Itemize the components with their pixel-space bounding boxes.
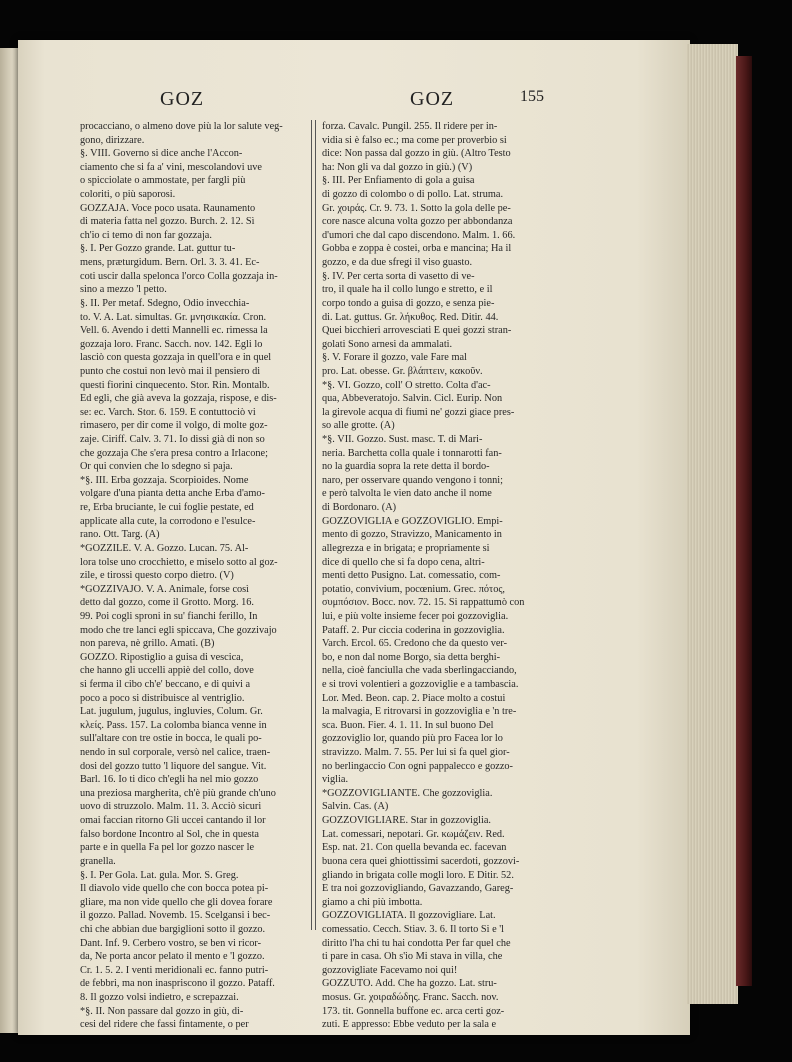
text-line: giamo a chi più imbotta. <box>322 896 423 908</box>
column-divider <box>311 120 316 930</box>
text-line: gono, dirizzare. <box>80 134 145 146</box>
text-line: viglia. <box>322 774 349 786</box>
text-line: §. IV. Per certa sorta di vasetto di ve- <box>322 270 475 282</box>
text-line: Dant. Inf. 9. Cerbero vostro, se ben vi ricor- <box>80 937 262 949</box>
right-text-column <box>322 120 572 1032</box>
text-line: GOZZAJA. Voce poco usata. Raunamento <box>80 202 256 214</box>
text-line: buona cera quei ghiottissimi sacerdoti, gozzovi- <box>322 855 520 867</box>
book-cover-edge <box>736 56 752 986</box>
text-line: no berlingaccio Con ogni pappalecco e gozzo- <box>322 760 513 772</box>
text-line: mosus. Gr. χοιραδώδης. Franc. Sacch. nov. <box>322 992 499 1003</box>
text-line: omai faccian ritorno Gli uccei cantando il lor <box>80 815 266 827</box>
text-line: modo che tre lanci egli spiccava, Che gozzivajo <box>80 624 277 636</box>
text-line: core nasce alcuna volta gozzo per abbondanza <box>322 216 513 228</box>
text-line: Lor. Med. Beon. cap. 2. Piace molto a costui <box>322 692 506 704</box>
text-line: ti pare in casa. Oh s'io Mi stava in villa, che <box>322 951 503 963</box>
text-line: κλείς. Pass. 157. La colomba bianca venne in <box>80 719 267 731</box>
text-line: tro, il quale ha il collo lungo e stretto, e il <box>322 284 493 296</box>
text-line: poco a poco si distribuisce al ventriglio. <box>80 692 245 704</box>
text-line: e però talvolta le vien dato anche il nome <box>322 488 492 500</box>
text-line: no la guardia sopra la rete detta il bordo- <box>322 461 490 473</box>
text-line: Varch. Ercol. 65. Credono che da questo ver- <box>322 638 508 650</box>
text-line: diritto l'ha chi tu hai condotta Per far quel che <box>322 937 511 949</box>
text-line: Barl. 16. Io ti dico ch'egli ha nel mio gozzo <box>80 774 259 786</box>
text-line: sull'altare con tre ostie in bocca, le quali po- <box>80 733 262 745</box>
text-line: potatio, convivium, pocœnium. Grec. πότος, <box>322 583 505 595</box>
text-line: sca. Buon. Fier. 4. 1. 11. In sul buono Del <box>322 719 494 731</box>
text-line: zaje. Ciriff. Calv. 3. 71. Io dissi già di non so <box>80 434 265 446</box>
text-line: golati Sono arnesi da ammalati. <box>322 338 453 350</box>
text-line: gliando in brigata colle mogli loro. E Ditir. 52. <box>322 869 514 881</box>
text-line: rimasero, per dir come il volgo, di molte goz- <box>80 420 268 432</box>
text-line: Pataff. 2. Pur ciccia coderina in gozzoviglia. <box>322 624 505 636</box>
text-line: GOZZOVIGLIARE. Star in gozzoviglia. <box>322 815 492 827</box>
text-line: vidia si è falso ec.; ma come per proverbio si <box>322 134 507 146</box>
text-line: gozzo, e da due sfregi il viso guasto. <box>322 257 473 269</box>
text-line: applicate alla cute, la corrodono e l'esulce- <box>80 515 256 527</box>
text-line: detto dal gozzo, come il Grotto. Morg. 16. <box>80 597 254 609</box>
text-line: §. II. Per metaf. Sdegno, Odio invecchia- <box>80 297 250 309</box>
text-line: falso bordone Incontro al Sol, che in questa <box>80 828 260 840</box>
text-line: ciamento che si fa a' vini, mescolandovi uve <box>80 161 262 173</box>
text-line: Il diavolo vide quello che con bocca potea pi- <box>80 883 269 895</box>
text-line: nella, cioè fanciulla che vada sberlingacciando, <box>322 665 517 677</box>
text-line: ha: Non gli va dal gozzo in giù.) (V) <box>322 161 473 173</box>
running-head-right: GOZ <box>410 88 455 110</box>
text-line: 173. tit. Gonnella buffone ec. arca certi goz- <box>322 1005 505 1017</box>
text-line: *GOZZOVIGLIANTE. Che gozzoviglia. <box>322 787 493 799</box>
text-line: chi che abbian due bargiglioni sotto il gozzo. <box>80 923 266 935</box>
text-line: menti detto Pusigno. Lat. comessatio, com- <box>322 570 501 582</box>
text-line: dosi del gozzo tutto 'l liquore del sangue. Vit. <box>80 760 267 772</box>
text-line: di materia fatta nel gozzo. Burch. 2. 12. Sì <box>80 216 255 228</box>
text-line: che hanno gli uccelli appiè del collo, dove <box>80 665 254 677</box>
text-line: bo, e non dal nome Borgo, sia detta berghi- <box>322 651 501 663</box>
text-line: rano. Ott. Targ. (A) <box>80 529 160 541</box>
text-line: Salvin. Cas. (A) <box>322 801 389 813</box>
text-line: coti uscir dalla spelonca l'orco Colla gozzaja in- <box>80 270 278 282</box>
text-line: *GOZZILE. V. A. Gozzo. Lucan. 75. Al- <box>80 542 249 554</box>
facing-page-edge <box>0 48 20 1033</box>
text-line: to. V. A. Lat. simultas. Gr. μνησικακία. Cron. <box>80 311 267 323</box>
text-line: di gozzo di colombo o di pollo. Lat. struma. <box>322 189 504 201</box>
text-line: naro, per osservare quando vengono i tonni; <box>322 474 504 486</box>
text-line: *§. VII. Gozzo. Sust. masc. T. di Mari- <box>322 434 483 446</box>
text-line: GOZZUTO. Add. Che ha gozzo. Lat. stru- <box>322 978 497 990</box>
text-line: dice: Non passa dal gozzo in giù. (Altro Testo <box>322 148 511 160</box>
text-line: §. I. Per Gozzo grande. Lat. guttur tu- <box>80 243 236 255</box>
text-line: lasciò con questa gozzaja in quell'ora e in quel <box>80 352 272 364</box>
text-line: gozzovigliate Facevamo noi qui! <box>322 964 458 976</box>
text-line: lui, e più volte insieme fecer poi gozzoviglia. <box>322 610 509 622</box>
text-line: di Bordonaro. (A) <box>322 502 397 514</box>
text-line: zile, e tirossi questo corpo dietro. (V) <box>80 570 234 582</box>
text-line: d'umori che dal capo discendono. Malm. 1. 66. <box>322 229 516 241</box>
text-line: pro. Lat. obesse. Gr. βλάπτειν, κακοῦν. <box>322 365 483 377</box>
text-line: da, Ne porta ancor pelato il mento e 'l gozzo. <box>80 951 265 963</box>
text-line: la girevole acqua di fiumi ne' gozzi giace pres- <box>322 406 515 418</box>
text-line: stravizzo. Malm. 7. 55. Per lui si fa quel gior- <box>322 747 510 759</box>
text-line: granella. <box>80 855 116 867</box>
text-line: Ed egli, che già aveva la gozzaja, rispose, e dis- <box>80 393 277 405</box>
text-line: §. VIII. Governo si dice anche l'Accon- <box>80 148 243 160</box>
running-head-left: GOZ <box>160 88 205 110</box>
text-line: 99. Poi cogli sproni in su' fianchi ferillo, In <box>80 610 258 622</box>
text-line: E tra noi gozzovigliando, Gavazzando, Gareg- <box>322 883 514 895</box>
text-line: mento di gozzo, Stravizzo, Manicamento in <box>322 529 502 541</box>
text-line: una preziosa margherita, ch'è più grande ch'uno <box>80 787 276 799</box>
text-line: volgare d'una pianta detta anche Erba d'amo- <box>80 488 265 500</box>
text-line: de febbri, ma non inaspriscono il gozzo. Pataff. <box>80 978 275 990</box>
text-line: Gr. χοιράς. Cr. 9. 73. 1. Sotto la gola delle pe- <box>322 202 511 214</box>
text-line: o spicciolate o ammostate, per fargli più <box>80 175 246 187</box>
text-line: Gobba e zoppa è costei, orba e mancina; Ha il <box>322 243 512 255</box>
text-line: coloriti, o più saporosi. <box>80 189 176 201</box>
text-line: parte e in quella Fa pel lor gozzo nascer le <box>80 842 255 854</box>
page-number: 155 <box>520 88 544 105</box>
text-line: συμπόσιον. Bocc. nov. 72. 15. Si rappattumò con <box>322 597 525 609</box>
text-line: Quei bicchieri arrovesciati E quei gozzi stran- <box>322 325 512 337</box>
text-line: comessatio. Cecch. Stiav. 3. 6. Il torto Si e 'l <box>322 923 504 935</box>
text-line: qua, Abbeveratojo. Salvin. Cicl. Eurip. Non <box>322 393 503 405</box>
text-line: 8. Il gozzo volsi indietro, e screpazzai. <box>80 992 239 1003</box>
text-line: re, Erba bruciante, le cui foglie pestate, ed <box>80 502 254 514</box>
text-line: Lat. jugulum, jugulus, ingluvies, Colum. Gr. <box>80 706 263 718</box>
text-line: Cr. 1. 5. 2. I venti meridionali ec. fanno putri- <box>80 964 269 976</box>
text-line: GOZZO. Ripostiglio a guisa di vescica, <box>80 651 244 663</box>
text-line: gozzoviglio lor, quando più pro Facea lor lo <box>322 733 503 745</box>
text-line: Vell. 6. Avendo i detti Mannelli ec. rimessa la <box>80 325 268 337</box>
text-line: *GOZZIVAJO. V. A. Animale, forse così <box>80 583 250 595</box>
text-line: zuti. E appresso: Ebbe veduto per la sala e <box>322 1019 497 1031</box>
text-line: §. I. Per Gola. Lat. gula. Mor. S. Greg. <box>80 869 239 881</box>
text-line: ch'io ci temo di non far gozzaja. <box>80 229 212 241</box>
text-line: procacciano, o almeno dove più la lor salute veg- <box>80 121 283 132</box>
text-line: si ferma il cibo ch'e' beccano, e di quivi a <box>80 678 251 690</box>
text-line: se: ec. Varch. Stor. 6. 159. E contuttociò vi <box>80 406 256 418</box>
text-line: questi fiorini cinquecento. Stor. Rin. Montalb. <box>80 379 270 391</box>
text-line: punto che costui non levò mai il pensiero di <box>80 365 261 377</box>
text-line: dice di quello che si fa dopo cena, altri- <box>322 556 485 568</box>
text-line: e si trovi volentieri a gozzoviglie e a tambascia. <box>322 678 519 690</box>
page-stack-edge <box>686 44 738 1004</box>
text-line: il gozzo. Pallad. Novemb. 15. Scelgansi i bec- <box>80 910 271 922</box>
text-line: Or qui convien che lo sdegno si paja. <box>80 461 233 473</box>
left-text-column <box>80 120 330 1032</box>
text-line: di. Lat. guttus. Gr. λήκυθος. Red. Ditir. 44. <box>322 311 499 323</box>
text-line: GOZZOVIGLIATA. Il gozzovigliare. Lat. <box>322 910 496 922</box>
text-line: allegrezza e in brigata; e propriamente si <box>322 542 490 554</box>
text-line: la malvagia, E ritrovarsi in gozzoviglia e 'n tre- <box>322 706 517 718</box>
text-line: sino a mezzo 'l petto. <box>80 284 167 296</box>
text-line: §. V. Forare il gozzo, vale Fare mal <box>322 352 467 364</box>
text-line: forza. Cavalc. Pungil. 255. Il ridere per in- <box>322 121 498 132</box>
text-line: so alle grotte. (A) <box>322 420 395 432</box>
text-line: cesi del ridere che fassi fintamente, o per <box>80 1019 249 1031</box>
text-line: che gozzaja Che s'era presa contro a Irlacone; <box>80 447 268 459</box>
text-line: GOZZOVIGLIA e GOZZOVIGLIO. Empi- <box>322 515 503 527</box>
text-line: mens, præturgidum. Bern. Orl. 3. 3. 41. Ec- <box>80 257 260 269</box>
text-line: Lat. comessari, nepotari. Gr. κωμάζειν. Red. <box>322 828 505 840</box>
text-line: non pareva, nè grillo. Amati. (B) <box>80 638 215 650</box>
text-line: §. III. Per Enfiamento di gola a guisa <box>322 175 475 187</box>
text-line: corpo tondo a guisa di gozzo, e senza pie- <box>322 297 495 309</box>
text-line: lora tolse uno crocchietto, e miselo sotto al goz- <box>80 556 278 568</box>
text-line: *§. III. Erba gozzaja. Scorpioides. Nome <box>80 474 249 486</box>
text-line: *§. VI. Gozzo, coll' O stretto. Colta d'ac- <box>322 379 491 391</box>
text-line: neria. Barchetta colla quale i tonnarotti fan- <box>322 447 502 459</box>
text-line: nendo in sul corporale, versò nel calice, traen- <box>80 747 271 759</box>
text-line: *§. II. Non passare dal gozzo in giù, di- <box>80 1005 244 1017</box>
text-line: gozzaja loro. Franc. Sacch. nov. 142. Egli lo <box>80 338 263 350</box>
text-line: gliare, ma non vide quello che gli dovea forare <box>80 896 273 908</box>
text-line: uovo di struzzolo. Malm. 11. 3. Acciò sicuri <box>80 801 262 813</box>
text-line: Esp. nat. 21. Con quella bevanda ec. facevan <box>322 842 507 854</box>
